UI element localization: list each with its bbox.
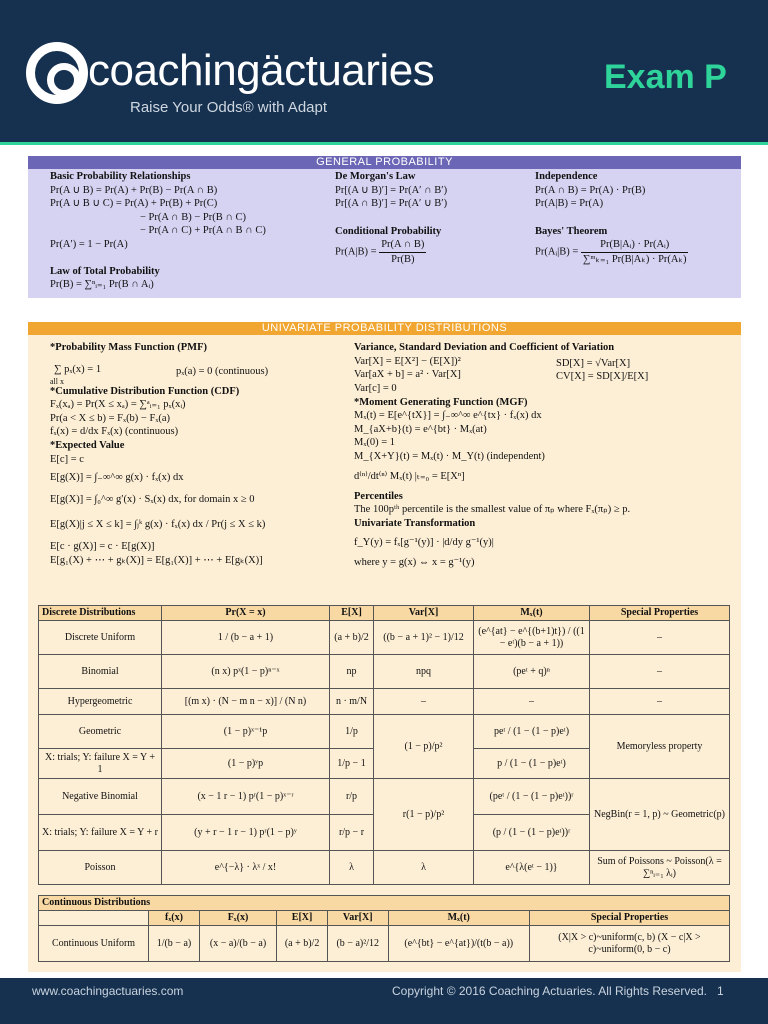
right-column — [354, 341, 734, 570]
left-column — [50, 341, 340, 567]
formula: Pr(A′) = 1 − Pr(A) — [50, 238, 128, 250]
subheading: Percentiles — [354, 490, 403, 502]
subheading: *Probability Mass Function (PMF) — [50, 342, 208, 353]
general-probability-section — [28, 156, 741, 298]
formula: Pr[(A ∩ B)′] = Pr(A′ ∪ B′) — [335, 198, 448, 210]
subheading: Conditional Probability — [335, 225, 442, 237]
column-header: Var[X] — [374, 606, 474, 621]
univariate-section — [28, 322, 741, 972]
table-row: Geometric (1 − p)ˣ⁻¹p 1/p (1 − p)/p² peᵗ / (1 − (1 − p)eᵗ) Memoryless property — [39, 715, 730, 749]
table-caption: Discrete Distributions — [39, 606, 162, 621]
formula: where y = g(x) ⇔ x = g⁻¹(y) — [354, 557, 475, 569]
formula: f_Y(y) = fₓ[g⁻¹(y)] · |d/dy g⁻¹(y)| — [354, 537, 494, 549]
formula: Fₓ(xₐ) = Pr(X ≤ xₐ) = ∑ᵃᵢ₌₁ pₓ(xᵢ) — [50, 399, 186, 411]
formula: − Pr(A ∩ C) + Pr(A ∩ B ∩ C) — [140, 225, 266, 237]
formula: − Pr(A ∩ B) − Pr(B ∩ C) — [140, 211, 247, 223]
table-row: Poisson e^{−λ} · λˣ / x! λ λ e^{λ(eᵗ − 1)} Sum of Poissons ~ Poisson(λ = ∑ⁿᵢ₌₁ λᵢ) — [39, 851, 730, 885]
subheading: Independence — [535, 171, 598, 182]
basic-relationships — [50, 170, 320, 292]
divider-stripe — [0, 142, 768, 145]
column-header: fₓ(x) — [149, 911, 200, 926]
formula: Pr(Aᵢ|B) = $\frac{\text{Pr(B|Aᵢ) · Pr(Aᵢ)}}{\text{∑ᵐₖ₌₁ Pr(B|Aₖ) · Pr(Aₖ)}}$ — [535, 239, 687, 265]
page-footer — [0, 978, 768, 1024]
pmf-formula: ∑ pₓ(x) = 1 all x pₓ(a) = 0 (continuous) — [50, 363, 269, 386]
formula: Pr(B) = ∑ⁿᵢ₌₁ Pr(B ∩ Aᵢ) — [50, 279, 154, 291]
formula: fₓ(x) = d/dx Fₓ(x) (continuous) — [50, 426, 179, 438]
table-row: Continuous Uniform 1/(b − a) (x − a)/(b − a) (a + b)/2 (b − a)²/12 (e^{bt} − e^{at})/(t(b − a)) (X|X > c)~uniform(c, b) (X − c|X > c)~uniform(0, b − c) — [39, 926, 730, 962]
table-row: Discrete Uniform 1 / (b − a + 1) (a + b)/2 ((b − a + 1)² − 1)/12 (e^{at} − e^{(b+1)t}) / ((1 − eᵗ)(b − a + 1)) – — [39, 621, 730, 655]
subheading: Univariate Transformation — [354, 517, 476, 529]
formula: d⁽ⁿ⁾/dt⁽ⁿ⁾ Mₓ(t) |ₜ₌₀ = E[Xⁿ] — [354, 470, 465, 482]
table-row: X: trials; Y: failure X = Y + 1 (1 − p)ʸp 1/p − 1 p / (1 − (1 − p)eᵗ) — [39, 749, 730, 779]
formula: E[g(X)] = ∫₋∞^∞ g(x) · fₓ(x) dx — [50, 472, 184, 484]
formula: Pr(a < X ≤ b) = Fₓ(b) − Fₓ(a) — [50, 412, 171, 424]
formula: Pr[(A ∪ B)′] = Pr(A′ ∩ B′) — [335, 184, 448, 196]
column-header: E[X] — [277, 911, 328, 926]
column-header: Mₓ(t) — [388, 911, 530, 926]
formula: Pr(A ∩ B) = Pr(A) · Pr(B) — [535, 184, 646, 196]
table-row: X: trials; Y: failure X = Y + r (y + r − 1 r − 1) pʳ(1 − p)ʸ r/p − r (p / (1 − (1 − p)eᵗ))ʳ — [39, 815, 730, 851]
exam-title: Exam P — [604, 58, 727, 96]
at-logo-icon — [26, 42, 88, 104]
tagline: Raise Your Odds® with Adapt — [130, 99, 328, 116]
table-row: Binomial (n x) pˣ(1 − p)ⁿ⁻ˣ np npq (peᵗ + q)ⁿ – — [39, 655, 730, 689]
formula: E[g(X)|j ≤ X ≤ k] = ∫ⱼᵏ g(x) · fₓ(x) dx / Pr(j ≤ X ≤ k) — [50, 519, 266, 531]
formula: Pr(A|B) = $\frac{Pr(A \cap B)}{Pr(B)}$ — [335, 239, 425, 265]
formula: Mₓ(0) = 1 — [354, 437, 396, 449]
footer-url[interactable]: www.coachingactuaries.com — [32, 984, 184, 998]
formula: E[g₁(X) + ⋯ + gₖ(X)] = E[g₁(X)] + ⋯ + E[gₖ(X)] — [50, 554, 263, 566]
formula: E[c · g(X)] = c · E[g(X)] — [50, 541, 155, 553]
column-header: Mₓ(t) — [474, 606, 590, 621]
subheading: Bayes' Theorem — [535, 225, 608, 237]
formula: Mₓ(t) = E[e^{tX}] = ∫₋∞^∞ e^{tx} · fₓ(x) dx — [354, 410, 542, 422]
independence — [535, 170, 735, 267]
footer-copyright: Copyright © 2016 Coaching Actuaries. All Rights Reserved. 1 — [392, 984, 724, 998]
column-header: Fₓ(x) — [199, 911, 276, 926]
section-title: GENERAL PROBABILITY — [28, 156, 741, 169]
subheading: Law of Total Probability — [50, 265, 160, 277]
subheading: *Expected Value — [50, 439, 125, 451]
section-title: UNIVARIATE PROBABILITY DISTRIBUTIONS — [28, 322, 741, 335]
formula: Pr(A ∪ B ∪ C) = Pr(A) + Pr(B) + Pr(C) — [50, 198, 218, 210]
formula: Pr(A ∪ B) = Pr(A) + Pr(B) − Pr(A ∩ B) — [50, 184, 218, 196]
brand-name: coachingäctuaries — [88, 46, 435, 95]
subheading: De Morgan's Law — [335, 171, 416, 182]
continuous-distributions-table — [38, 895, 730, 962]
subheading: Basic Probability Relationships — [50, 171, 191, 182]
column-header: E[X] — [330, 606, 374, 621]
page-number: 1 — [717, 984, 724, 998]
subheading: *Moment Generating Function (MGF) — [354, 396, 528, 408]
discrete-distributions-table — [38, 605, 730, 885]
de-morgan — [335, 170, 525, 267]
formula: Pr(A|B) = Pr(A) — [535, 198, 604, 210]
subheading: Variance, Standard Deviation and Coefficient of Variation — [354, 342, 615, 353]
column-header: Special Properties — [590, 606, 730, 621]
formula: M_{X+Y}(t) = Mₓ(t) · M_Y(t) (independent) — [354, 450, 545, 462]
variance-block: Var[X] = E[X²] − (E[X])² Var[aX + b] = a² · Var[X] Var[c] = 0 SD[X] = √Var[X] CV[X] = SD[X]/E[X] — [354, 355, 649, 394]
formula: E[g(X)] = ∫₀^∞ g′(x) · Sₓ(x) dx, for domain x ≥ 0 — [50, 494, 255, 506]
subheading: *Cumulative Distribution Function (CDF) — [50, 385, 240, 397]
table-caption: Continuous Distributions — [39, 896, 730, 911]
formula: M_{aX+b}(t) = e^{bt} · Mₓ(at) — [354, 423, 487, 435]
formula: The 100pᵗʰ percentile is the smallest value of πₚ where Fₓ(πₚ) ≥ p. — [354, 504, 631, 516]
formula: E[c] = c — [50, 453, 84, 465]
column-header: Pr(X = x) — [162, 606, 330, 621]
table-row: Negative Binomial (x − 1 r − 1) pʳ(1 − p)ˣ⁻ʳ r/p r(1 − p)/p² (peᵗ / (1 − (1 − p)eᵗ))ʳ NegBin(r = 1, p) ~ Geometric(p) — [39, 779, 730, 815]
page-header — [0, 0, 768, 142]
column-header: Special Properties — [530, 911, 730, 926]
column-header: Var[X] — [327, 911, 388, 926]
table-row: Hypergeometric [(m x) · (N − m n − x)] / (N n) n · m/N – – – — [39, 689, 730, 715]
